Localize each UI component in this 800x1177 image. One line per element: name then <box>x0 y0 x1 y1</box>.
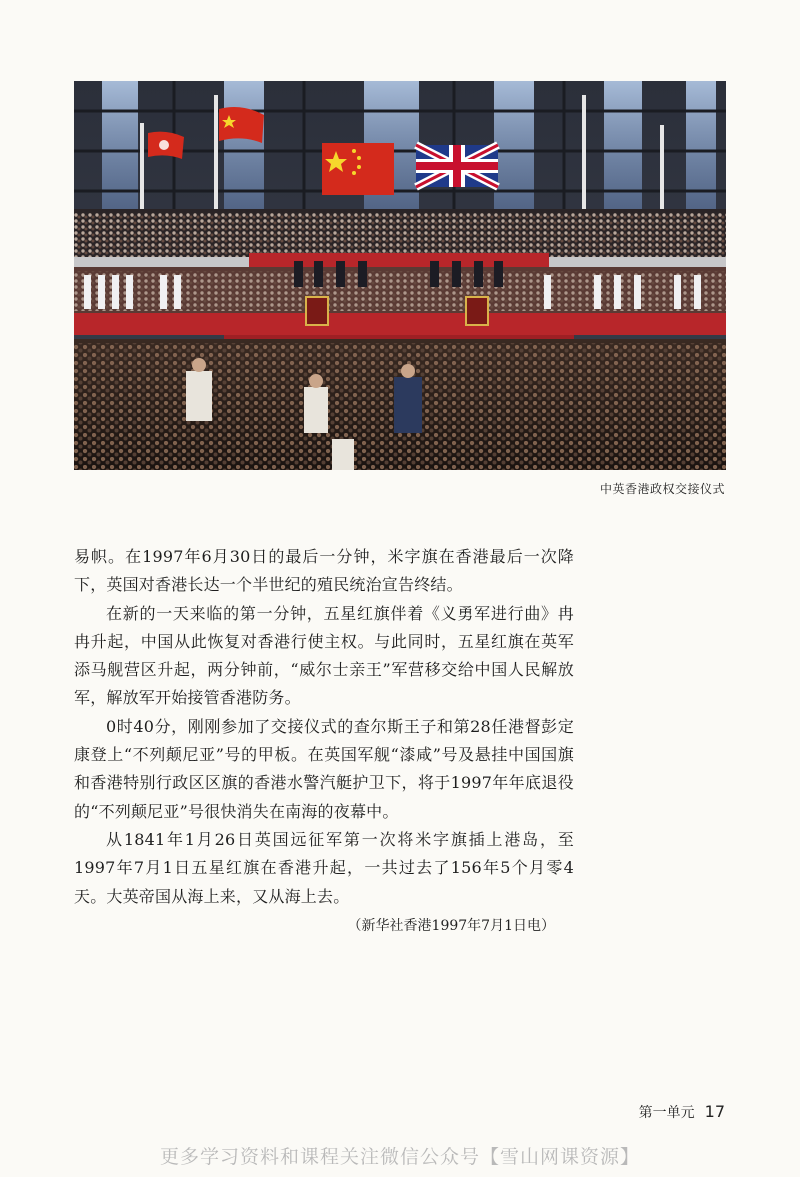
china-flag-center <box>322 143 394 195</box>
paragraph: 0时40分，刚刚参加了交接仪式的查尔斯王子和第28任港督彭定康登上“不列颠尼亚”号的甲板。在英国军舰“漆咸”号及悬挂中国国旗和香港特别行政区区旗的香港水警汽艇护卫下，将于1997年年底退役的“不列颠尼亚”号很快消失在南海的夜幕中。 <box>74 716 574 821</box>
page-footer <box>639 1102 725 1122</box>
paragraph: 在新的一天来临的第一分钟，五星红旗伴着《义勇军进行曲》冉冉升起，中国从此恢复对香港行使主权。与此同时，五星红旗在英军添马舰营区升起，两分钟前，“威尔士亲王”军营移交给中国人民解放军，解放军开始接管香港防务。 <box>74 603 574 708</box>
news-source: （新华社香港1997年7月1日电） <box>347 918 555 934</box>
union-jack-flag <box>416 145 498 187</box>
paragraph-continuation: 易帜。在1997年6月30日的最后一分钟，米字旗在香港最后一次降下，英国对香港长达一个半世纪的殖民统治宣告终结。 <box>74 547 574 595</box>
handover-ceremony-illustration <box>74 81 726 470</box>
watermark: 更多学习资料和课程关注微信公众号【雪山网课资源】 <box>159 1146 640 1168</box>
upper-audience <box>74 213 726 257</box>
photo-caption: 中英香港政权交接仪式 <box>599 482 725 496</box>
paragraph: 从1841年1月26日英国远征军第一次将米字旗插上港岛，至1997年7月1日五星红旗在香港升起，一共过去了156年5个月零4天。大英帝国从海上来，又从海上去。 <box>74 829 574 906</box>
ceremony-stage <box>74 253 726 347</box>
page-number: 17 <box>704 1102 725 1121</box>
unit-label: 第一单元 <box>638 1105 695 1121</box>
china-flag-left <box>219 107 264 143</box>
article-body <box>74 543 574 911</box>
handover-ceremony-photo <box>74 81 726 470</box>
hksar-flag <box>148 132 184 159</box>
